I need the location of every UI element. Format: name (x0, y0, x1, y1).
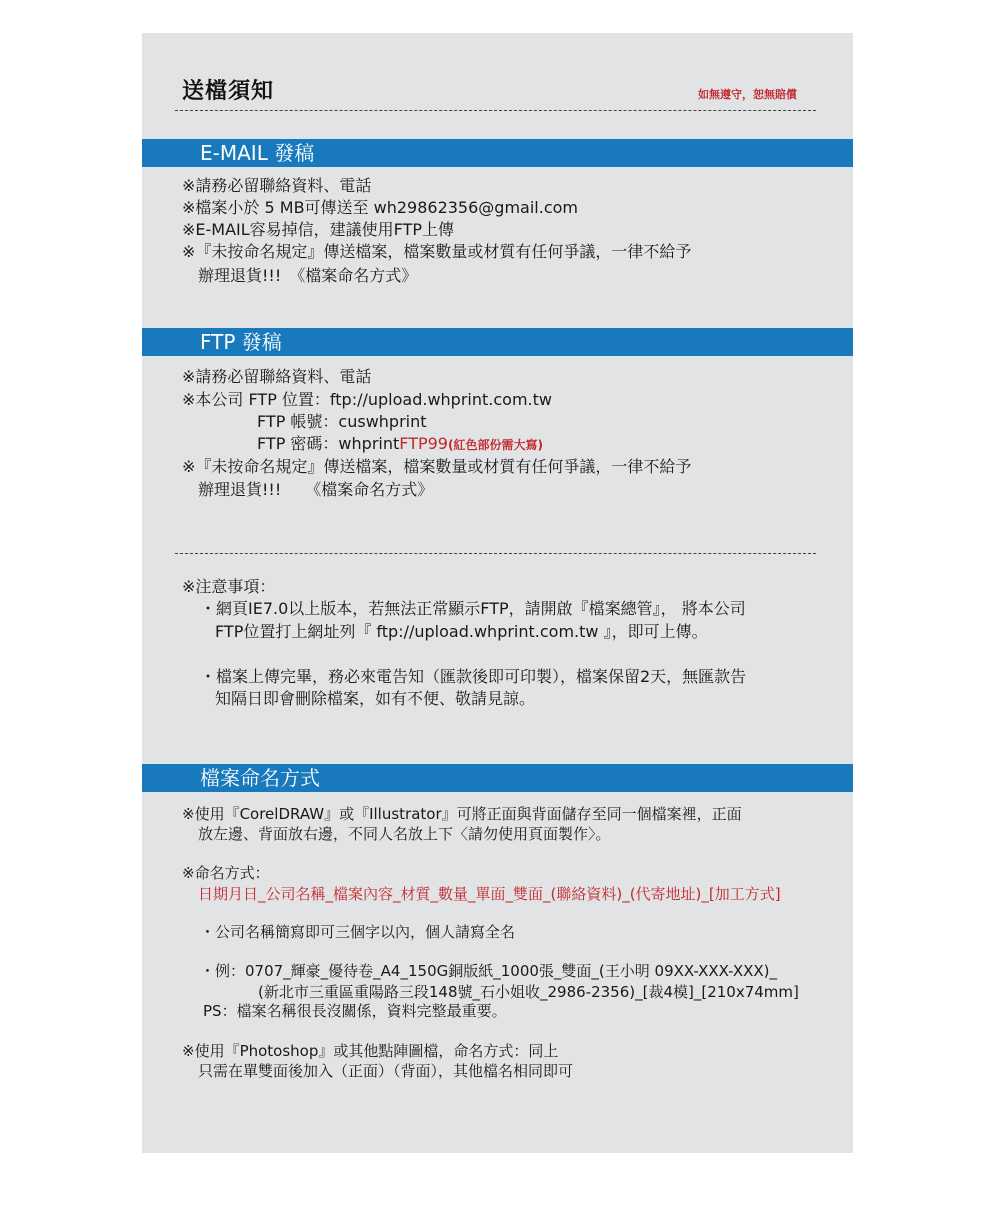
divider-top (175, 110, 816, 111)
naming-section-title: 檔案命名方式 (200, 766, 320, 790)
ftp-password-prefix: FTP 密碼：whprint (257, 434, 400, 453)
naming-ps-note: PS：檔案名稱很長沒關係，資料完整最重要。 (203, 1002, 507, 1020)
ftp-password-note: (紅色部份需大寫) (447, 438, 543, 452)
naming-example-line1: ・例：0707_輝豪_優待卷_A4_150G銅版紙_1000張_雙面_(王小明 09XX-XXX-XXX)_ (200, 962, 778, 980)
email-line-size: ※檔案小於 5 MB可傳送至 wh29862356@gmail.com (182, 198, 578, 217)
ftp-line-password (257, 433, 543, 456)
ftp-section-title: FTP 發稿 (200, 330, 282, 354)
ftp-line-account: FTP 帳號：cuswhprint (257, 412, 427, 431)
naming-example-line2: (新北市三重區重陽路三段148號_石小姐收_2986-2356)_[裁4模]_[210x74mm] (258, 983, 799, 1001)
warning-note: 如無遵守，恕無賠償 (698, 88, 797, 101)
ftp-line-no-refund: 辦理退貨!!! 《檔案命名方式》 (198, 480, 434, 499)
naming-intro-line2: 放左邊、背面放右邊，不同人名放上下〈請勿使用頁面製作〉。 (198, 825, 611, 843)
naming-method-label: ※命名方式： (182, 864, 270, 882)
email-line-naming-rule: ※『未按命名規定』傳送檔案，檔案數量或材質有任何爭議，一律不給予 (182, 242, 692, 261)
notes-heading: ※注意事項： (182, 577, 276, 596)
email-line-no-refund: 辦理退貨!!! 《檔案命名方式》 (198, 266, 418, 285)
note-ie7-line2: FTP位置打上網址列『 ftp://upload.whprint.com.tw 』，即可上傳。 (215, 622, 708, 641)
note-upload-line1: ・檔案上傳完畢，務必來電告知（匯款後即可印製），檔案保留2天，無匯款告 (200, 667, 747, 686)
naming-section-header (142, 764, 853, 792)
ftp-section-header (142, 328, 853, 356)
email-line-contact: ※請務必留聯絡資料、電話 (182, 176, 372, 195)
email-line-ftp-advice: ※E-MAIL容易掉信，建議使用FTP上傳 (182, 220, 455, 239)
naming-intro-line1: ※使用『CorelDRAW』或『Illustrator』可將正面與背面儲存至同一個檔案裡，正面 (182, 805, 742, 823)
naming-method-format: 日期月日_公司名稱_檔案內容_材質_數量_單面_雙面_(聯絡資料)_(代寄地址)_[加工方式] (198, 885, 781, 903)
ftp-line-contact: ※請務必留聯絡資料、電話 (182, 367, 372, 386)
note-ie7-line1: ・網頁IE7.0以上版本，若無法正常顯示FTP，請開啟『檔案總管』， 將本公司 (200, 599, 746, 618)
divider-middle (175, 553, 816, 554)
page-title: 送檔須知 (182, 79, 275, 104)
naming-company-note: ・公司名稱簡寫即可三個字以內，個人請寫全名 (200, 923, 516, 941)
note-upload-line2: 知隔日即會刪除檔案，如有不便、敬請見諒。 (215, 689, 536, 708)
ftp-line-location: ※本公司 FTP 位置：ftp://upload.whprint.com.tw (182, 390, 552, 409)
email-section-header (142, 139, 853, 167)
naming-photoshop-line1: ※使用『Photoshop』或其他點陣圖檔，命名方式：同上 (182, 1042, 559, 1060)
naming-photoshop-line2: 只需在單雙面後加入（正面）（背面），其他檔名相同即可 (198, 1062, 574, 1080)
ftp-password-red: FTP99 (399, 434, 448, 453)
ftp-line-naming-rule: ※『未按命名規定』傳送檔案，檔案數量或材質有任何爭議，一律不給予 (182, 457, 692, 476)
email-section-title: E-MAIL 發稿 (200, 141, 315, 165)
